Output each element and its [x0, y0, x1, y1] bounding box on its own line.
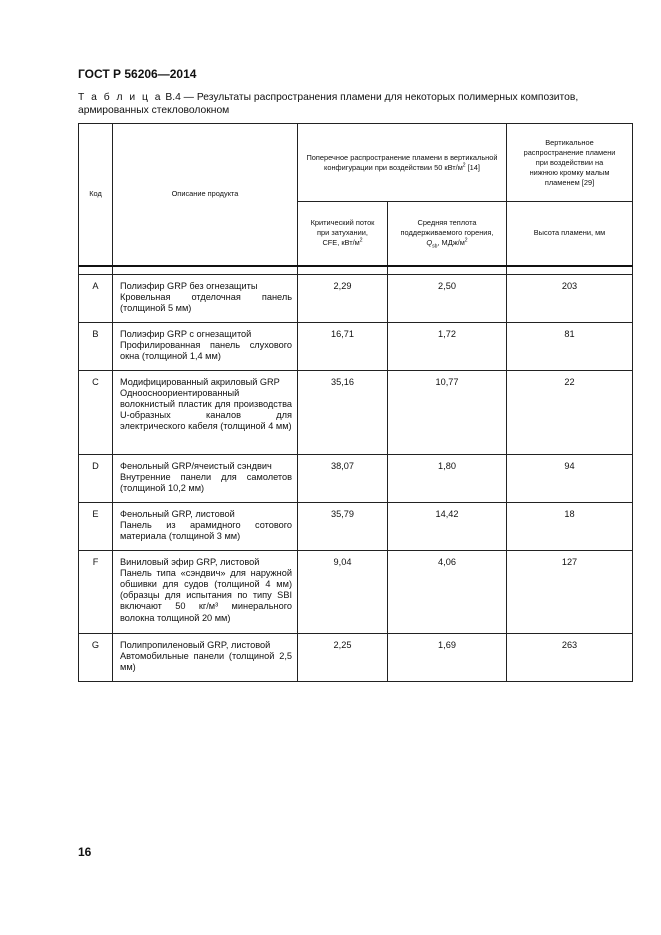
header-heat-sup: 2 [464, 237, 468, 244]
header-row-1 [79, 124, 633, 202]
caption-text: В.4 — Результаты распространения пламени для некоторых полимерных композитов, армированных стекловолокном [78, 92, 579, 116]
table-row [79, 502, 633, 550]
row-product-detail: Профилированная панель слухового окна (толщиной 1,4 мм) [120, 339, 292, 361]
row-cfe: 16,71 [298, 322, 388, 370]
header-cfe-sup: 2 [359, 237, 363, 244]
header-heat-unit: , МДж/м [437, 238, 465, 248]
document-standard-header: ГОСТ Р 56206—2014 [78, 67, 197, 81]
table-row [79, 550, 633, 633]
row-cfe: 38,07 [298, 454, 388, 502]
row-flame-height: 263 [507, 633, 633, 681]
table-row [79, 454, 633, 502]
row-code: F [79, 550, 113, 633]
row-cfe: 2,29 [298, 274, 388, 322]
row-product-detail: Панель типа «сэндвич» для наружной обшивки для судов (толщиной 4 мм) (образцы для испытания по типу SBI включают 50 кг/м³ минерального волокна толщиной 20 мм) [120, 567, 292, 623]
row-flame-height: 127 [507, 550, 633, 633]
row-code: A [79, 274, 113, 322]
row-description [113, 633, 298, 681]
row-product-name: Виниловый эфир GRP, листовой [120, 556, 260, 567]
row-description [113, 322, 298, 370]
header-lateral-text: Поперечное распространение пламени в вертикальной конфигурации при воздействии 50 кВт/м [306, 152, 498, 172]
row-product-detail: Автомобильные панели (толщиной 2,5 мм) [120, 650, 292, 672]
row-cfe: 35,16 [298, 370, 388, 454]
row-heat: 1,69 [388, 633, 507, 681]
header-heat-text: Средняя теплота поддерживаемого горения, [400, 218, 494, 238]
row-product-detail: Панель из арамидного сотового материала (толщиной 3 мм) [120, 519, 292, 541]
row-code: B [79, 322, 113, 370]
table-row [79, 322, 633, 370]
header-lateral-spread [298, 124, 507, 202]
header-heat-sub: sb [432, 243, 438, 250]
page-number: 16 [78, 845, 92, 859]
row-code: G [79, 633, 113, 681]
row-flame-height: 94 [507, 454, 633, 502]
flame-spread-table [78, 123, 633, 682]
header-cfe [298, 202, 388, 266]
header-lateral-sup: 2 [462, 162, 466, 169]
row-description [113, 370, 298, 454]
row-cfe: 35,79 [298, 502, 388, 550]
row-heat: 2,50 [388, 274, 507, 322]
row-product-detail: Внутренние панели для самолетов (толщиной 10,2 мм) [120, 471, 292, 493]
row-description [113, 274, 298, 322]
row-description [113, 502, 298, 550]
header-lateral-ref: [14] [465, 162, 480, 172]
row-code: D [79, 454, 113, 502]
row-flame-height: 81 [507, 322, 633, 370]
header-cfe-text: Критический поток при затухании, CFE, кВт/м [310, 218, 375, 248]
row-description [113, 454, 298, 502]
header-code: Код [79, 124, 113, 266]
table-body [79, 274, 633, 681]
row-product-name: Фенольный GRP, листовой [120, 508, 235, 519]
row-heat: 1,80 [388, 454, 507, 502]
row-cfe: 2,25 [298, 633, 388, 681]
header-description: Описание продукта [113, 124, 298, 266]
row-flame-height: 22 [507, 370, 633, 454]
row-product-name: Полиэфир GRP без огнезащиты [120, 280, 258, 291]
row-product-name: Фенольный GRP/ячеистый сэндвич [120, 460, 272, 471]
header-flame-height: Высота пламени, мм [507, 202, 633, 266]
row-flame-height: 18 [507, 502, 633, 550]
table-caption [78, 92, 633, 117]
header-spacer-row [79, 266, 633, 275]
table-row [79, 370, 633, 454]
row-flame-height: 203 [507, 274, 633, 322]
header-heat-q: Q [426, 238, 433, 248]
row-product-detail: Кровельная отделочная панель (толщиной 5 мм) [120, 291, 292, 313]
row-heat: 14,42 [388, 502, 507, 550]
row-heat: 4,06 [388, 550, 507, 633]
table-row [79, 633, 633, 681]
row-product-detail: Одноосноориентированный волокнистый пластик для производства U-образных каналов для электрического кабеля (толщиной 4 мм) [120, 387, 292, 432]
row-product-name: Полипропиленовый GRP, листовой [120, 639, 271, 650]
row-product-name: Полиэфир GRP с огнезащитой [120, 328, 252, 339]
row-product-name: Модифицированный акриловый GRP [120, 376, 280, 387]
row-code: C [79, 370, 113, 454]
row-description [113, 550, 298, 633]
header-vertical-spread: Вертикальное распространение пламени при воздействии на нижнюю кромку малым пламенем [29] [507, 124, 633, 202]
header-heat [388, 202, 507, 266]
table-row [79, 274, 633, 322]
row-code: E [79, 502, 113, 550]
row-cfe: 9,04 [298, 550, 388, 633]
row-heat: 1,72 [388, 322, 507, 370]
row-heat: 10,77 [388, 370, 507, 454]
caption-lead: Т а б л и ц а [78, 92, 163, 103]
